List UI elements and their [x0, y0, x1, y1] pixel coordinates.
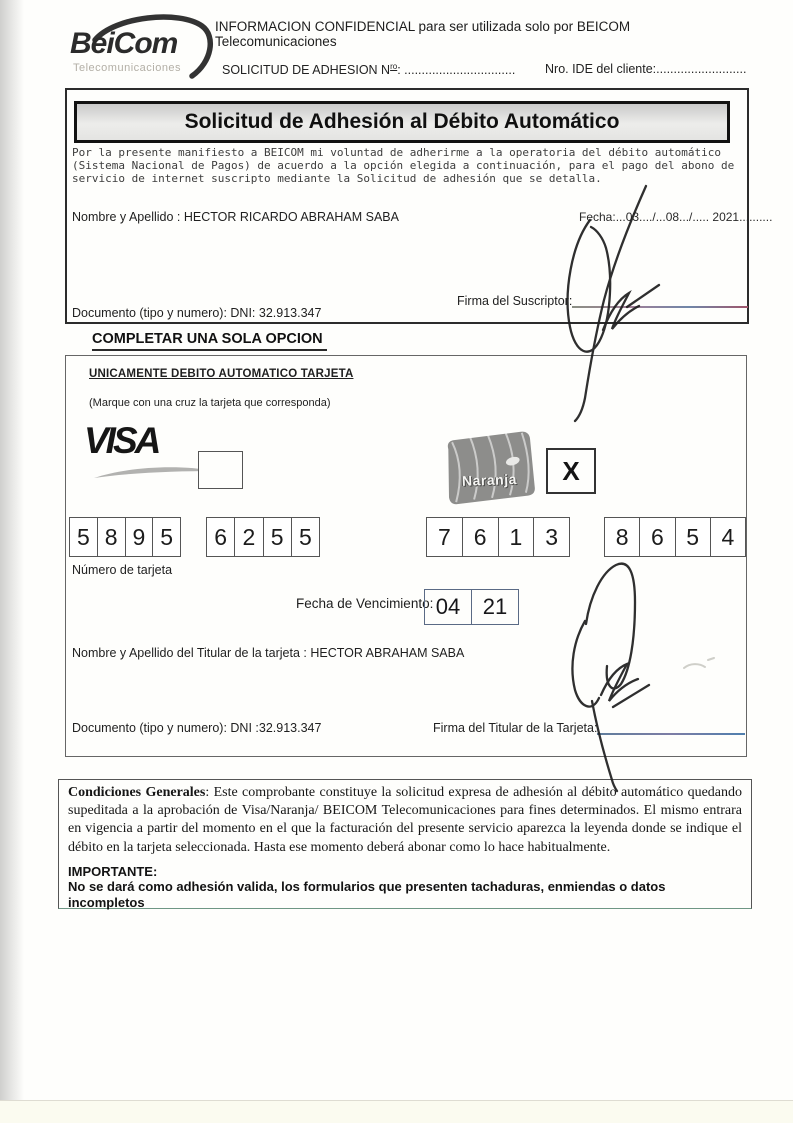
naranja-wordmark: Naranja — [461, 471, 518, 489]
card-digit[interactable]: 5 — [298, 523, 312, 550]
documento-suscriptor — [72, 306, 321, 320]
condiciones-box — [58, 779, 752, 909]
vencimiento-anio[interactable]: 21 — [482, 594, 508, 619]
fecha-field[interactable] — [579, 210, 772, 224]
nombre-value: HECTOR RICARDO ABRAHAM SABA — [183, 210, 399, 224]
card-digit[interactable]: 1 — [499, 518, 535, 556]
card-digit[interactable]: 9 — [126, 518, 154, 556]
firma-suscriptor-field[interactable] — [457, 294, 748, 308]
confidential-notice: INFORMACION CONFIDENCIAL para ser utilizada solo por BEICOM Telecomunicaciones — [215, 19, 631, 49]
beicom-logo: BeiCom — [70, 27, 178, 60]
adhesion-number-sup: ro — [390, 62, 398, 71]
nombre-row — [72, 210, 399, 224]
adhesion-number-dots: : ................................ — [397, 63, 516, 78]
firma-titular-label: Firma del Titular de la Tarjeta: — [433, 721, 598, 735]
firma-titular-line — [597, 733, 745, 735]
titular-value: HECTOR ABRAHAM SABA — [310, 646, 465, 660]
card-number-group-2 — [206, 517, 320, 557]
card-digit[interactable]: 2 — [235, 518, 263, 556]
documento-value: DNI: 32.913.347 — [230, 306, 322, 320]
vencimiento-mes[interactable]: 04 — [425, 590, 472, 624]
firma-suscriptor-line — [572, 306, 748, 308]
card-digit[interactable]: 8 — [98, 518, 126, 556]
condiciones-heading: Condiciones Generales — [68, 785, 206, 800]
documento-titular: Documento (tipo y numero): DNI :32.913.347 — [72, 721, 322, 735]
scan-bottom-artifact — [0, 1100, 793, 1123]
adhesion-number-label: SOLICITUD DE ADHESION N — [222, 63, 391, 78]
card-digit[interactable]: 5 — [160, 523, 174, 550]
beicom-logo-subtitle: Telecomunicaciones — [73, 62, 182, 74]
card-subheading: UNICAMENTE DEBITO AUTOMATICO TARJETA — [89, 368, 354, 380]
firma-suscriptor-label: Firma del Suscriptor: — [457, 294, 573, 308]
card-digit[interactable]: 6 — [640, 518, 675, 556]
visa-checkbox[interactable] — [198, 451, 243, 489]
visa-logo: VISA — [84, 420, 159, 461]
vencimiento-field — [424, 589, 519, 625]
card-number-label: Número de tarjeta — [72, 563, 173, 577]
scan-edge-shadow — [0, 0, 24, 1123]
titular-label: Nombre y Apellido del Titular de la tarjeta : — [72, 646, 307, 660]
card-digit[interactable]: 5 — [70, 518, 98, 556]
documento-label: Documento (tipo y numero): — [72, 306, 231, 320]
naranja-checkbox[interactable]: X — [546, 448, 596, 494]
card-digit[interactable]: 5 — [264, 518, 292, 556]
adhesion-form-box — [65, 88, 773, 324]
card-digit[interactable]: 7 — [427, 518, 463, 556]
vencimiento-label: Fecha de Vencimiento: — [296, 596, 434, 611]
card-option-box — [65, 355, 747, 757]
intro-paragraph: Por la presente manifiesto a BEICOM mi voluntad de adherirme a la operatoria del débito automático (Sistema Nacional de Pagos) de acuerdo a la opción elegida a continuación, para el pago del abono de servicio de internet suscripto mediante la Solicitud de adhesión que se detalla. — [72, 146, 735, 186]
condiciones-body: : Este comprobante constituye la solicitud expresa de adhesión al débito automático quedando supeditada a la aprobación de Visa/Naranja/ BEICOM Telecomunicaciones para fines determinados. El mismo entrara en vigencia a partir del momento en el que la facturación del presente servicio aparezca la leyenda donde se indique el débito en la tarjeta seleccionada. Hasta ese momento deberá abonar como lo hace habitualmente. — [68, 785, 743, 855]
firma-titular-field[interactable] — [433, 721, 745, 735]
card-digit[interactable]: 6 — [463, 518, 499, 556]
section-heading: COMPLETAR UNA SOLA OPCION — [92, 331, 327, 351]
client-ide-field[interactable]: Nro. IDE del cliente:.......................... — [545, 62, 747, 76]
condiciones-paragraph — [68, 784, 742, 857]
fecha-label: Fecha: — [579, 210, 616, 224]
card-number-group-4 — [604, 517, 746, 557]
card-number-group-1 — [69, 517, 181, 557]
form-title-banner — [74, 101, 730, 143]
card-digit[interactable]: 4 — [721, 523, 735, 550]
card-digit[interactable]: 5 — [676, 518, 711, 556]
titular-row — [72, 646, 464, 660]
card-number-group-3 — [426, 517, 570, 557]
form-title: Solicitud de Adhesión al Débito Automático — [184, 110, 620, 133]
fecha-value: ...03..../...08.../..... 2021.......... — [615, 210, 773, 224]
card-digit[interactable]: 3 — [545, 523, 559, 550]
card-digit[interactable]: 8 — [605, 518, 640, 556]
mark-instruction: (Marque con una cruz la tarjeta que corresponda) — [89, 397, 331, 409]
importante-heading: IMPORTANTE: — [68, 863, 158, 879]
naranja-card-logo — [440, 430, 536, 505]
card-digit[interactable]: 6 — [207, 518, 235, 556]
nombre-label: Nombre y Apellido : — [72, 210, 181, 224]
adhesion-number-field[interactable] — [222, 62, 515, 77]
importante-body: No se dará como adhesión valida, los formularios que presenten tachaduras, enmiendas o datos incompletos — [68, 878, 666, 910]
